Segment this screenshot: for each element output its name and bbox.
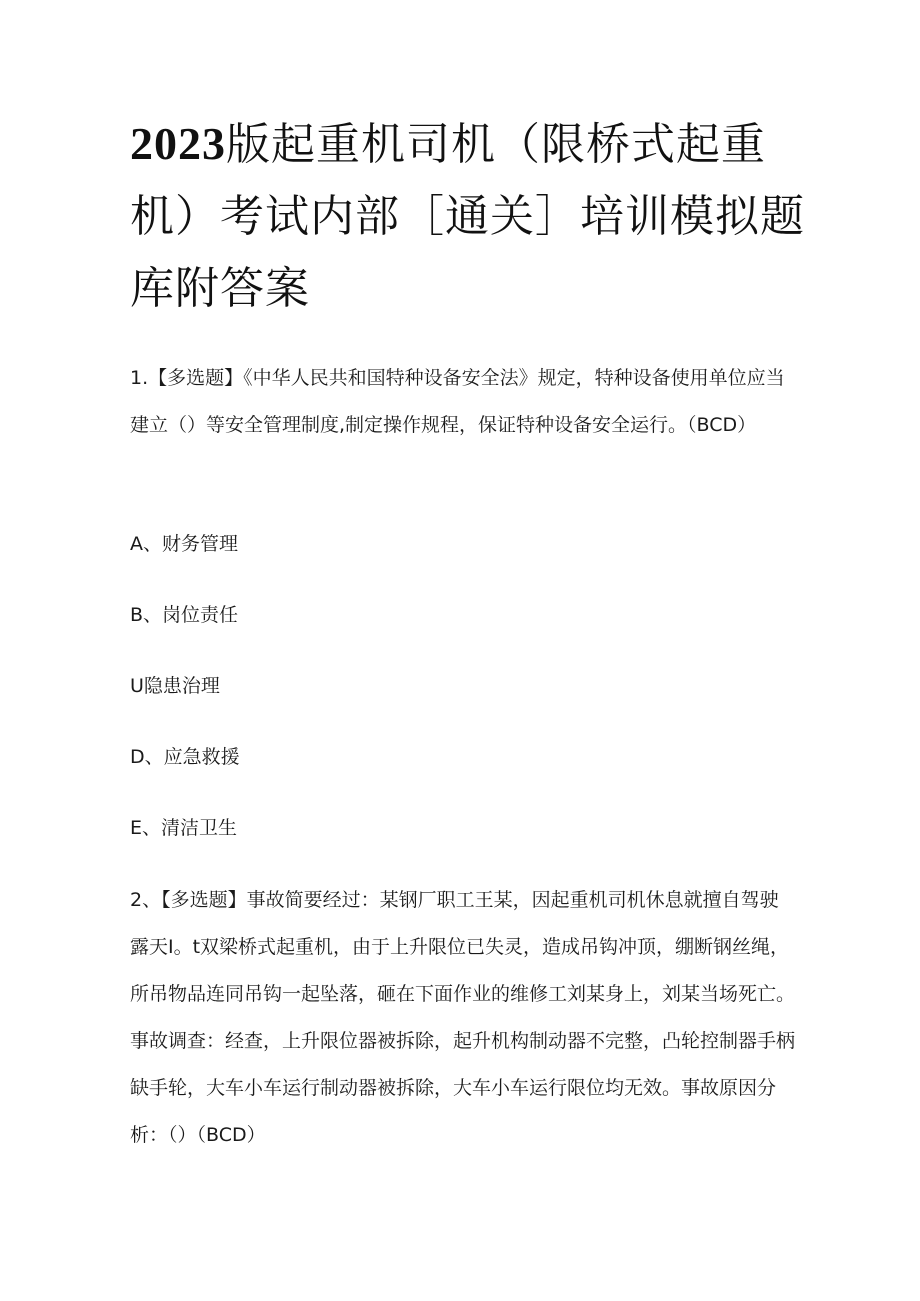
question-1-option-d: D、应急救援 — [130, 746, 240, 768]
question-1-option-c: U隐患治理 — [130, 675, 220, 697]
question-2-text: 2、【多选题】事故简要经过：某钢厂职工王某，因起重机司机休息就擅自驾驶露天I。t双梁桥式起重机，由于上升限位已失灵，造成吊钩冲顶，绷断钢丝绳，所吊物品连同吊钩一起坠落，砸在下面作业的维修工刘某身上，刘某当场死亡。事故调查：经查，上升限位器被拆除，起升机构制动器不完整，凸轮控制器手柄缺手轮，大车小车运行制动器被拆除，大车小车运行限位均无效。事故原因分析：（）（BCD） — [130, 889, 796, 1146]
question-1-option-e: E、清洁卫生 — [130, 817, 238, 839]
question-1-option-b: B、岗位责任 — [130, 604, 239, 626]
title-year: 2023 — [130, 118, 226, 169]
question-1-option-a: A、财务管理 — [130, 533, 238, 555]
title-text: 版起重机司机（限桥式起重机）考试内部［通关］培训模拟题库附答案 — [130, 119, 805, 314]
question-1-text: 1.【多选题】《中华人民共和国特种设备安全法》规定，特种设备使用单位应当建立（）等安全管理制度,制定操作规程，保证特种设备安全运行。（BCD） — [130, 367, 785, 436]
